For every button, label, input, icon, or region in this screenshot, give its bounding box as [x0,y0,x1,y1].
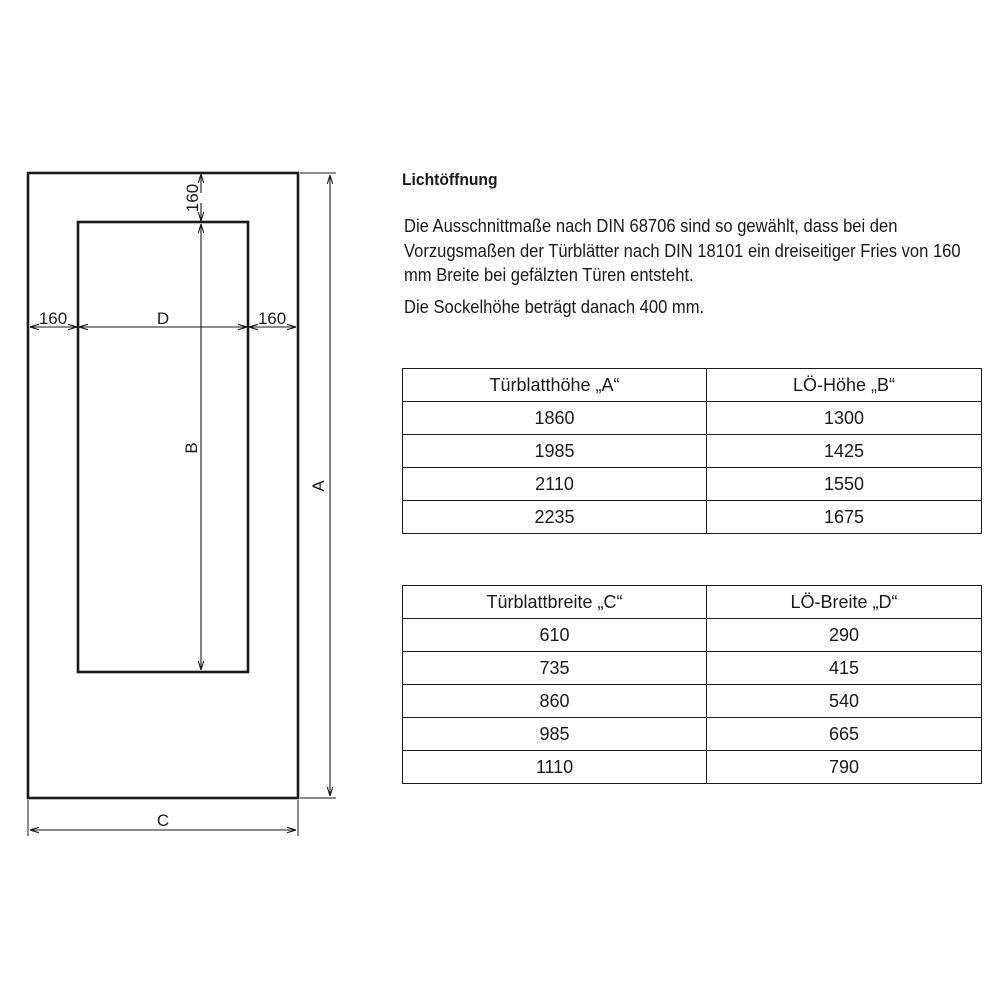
door-width-cell: 1110 [403,751,707,784]
table-header-row [403,586,982,619]
table-row [403,402,982,435]
header-opening-height: LÖ-Höhe „B“ [707,369,982,402]
door-leaf-outline [28,173,298,798]
table-row [403,619,982,652]
door-height-cell: 2110 [403,468,707,501]
dim-label-top: 160 [183,183,202,213]
table-row [403,685,982,718]
header-opening-width: LÖ-Breite „D“ [707,586,982,619]
door-height-cell: 1860 [403,402,707,435]
dim-label-left: 160 [38,309,68,328]
width-table [402,585,982,784]
opening-width-cell: 790 [707,751,982,784]
dim-label-c: C [156,811,170,830]
opening-height-cell: 1425 [707,435,982,468]
dim-label-d: D [156,309,170,328]
opening-height-cell: 1675 [707,501,982,534]
table-row [403,751,982,784]
opening-width-cell: 540 [707,685,982,718]
description-text: Die Ausschnittmaße nach DIN 68706 sind so gewählt, dass bei den Vorzugsmaßen der Türblätter nach DIN 18101 ein dreiseitiger Fries von 160 mm Breite bei gefälzten Türen entsteht. [404,216,961,285]
door-width-cell: 860 [403,685,707,718]
door-height-cell: 1985 [403,435,707,468]
light-opening-outline [78,222,248,672]
header-door-height: Türblatthöhe „A“ [403,369,707,402]
door-height-cell: 2235 [403,501,707,534]
table-row [403,435,982,468]
table-row [403,468,982,501]
dim-label-b: B [182,442,201,454]
table-row [403,501,982,534]
door-width-cell: 735 [403,652,707,685]
dim-label-right: 160 [257,309,287,328]
table-row [403,652,982,685]
opening-height-cell: 1300 [707,402,982,435]
header-door-width: Türblattbreite „C“ [403,586,707,619]
table-row [403,718,982,751]
door-width-cell: 610 [403,619,707,652]
opening-height-cell: 1550 [707,468,982,501]
opening-width-cell: 665 [707,718,982,751]
dim-label-a: A [309,480,328,492]
opening-width-cell: 290 [707,619,982,652]
opening-width-cell: 415 [707,652,982,685]
table-header-row [403,369,982,402]
section-heading: Lichtöffnung [402,170,498,189]
base-height-text: Die Sockelhöhe beträgt danach 400 mm. [404,297,705,317]
height-table [402,368,982,534]
door-width-cell: 985 [403,718,707,751]
